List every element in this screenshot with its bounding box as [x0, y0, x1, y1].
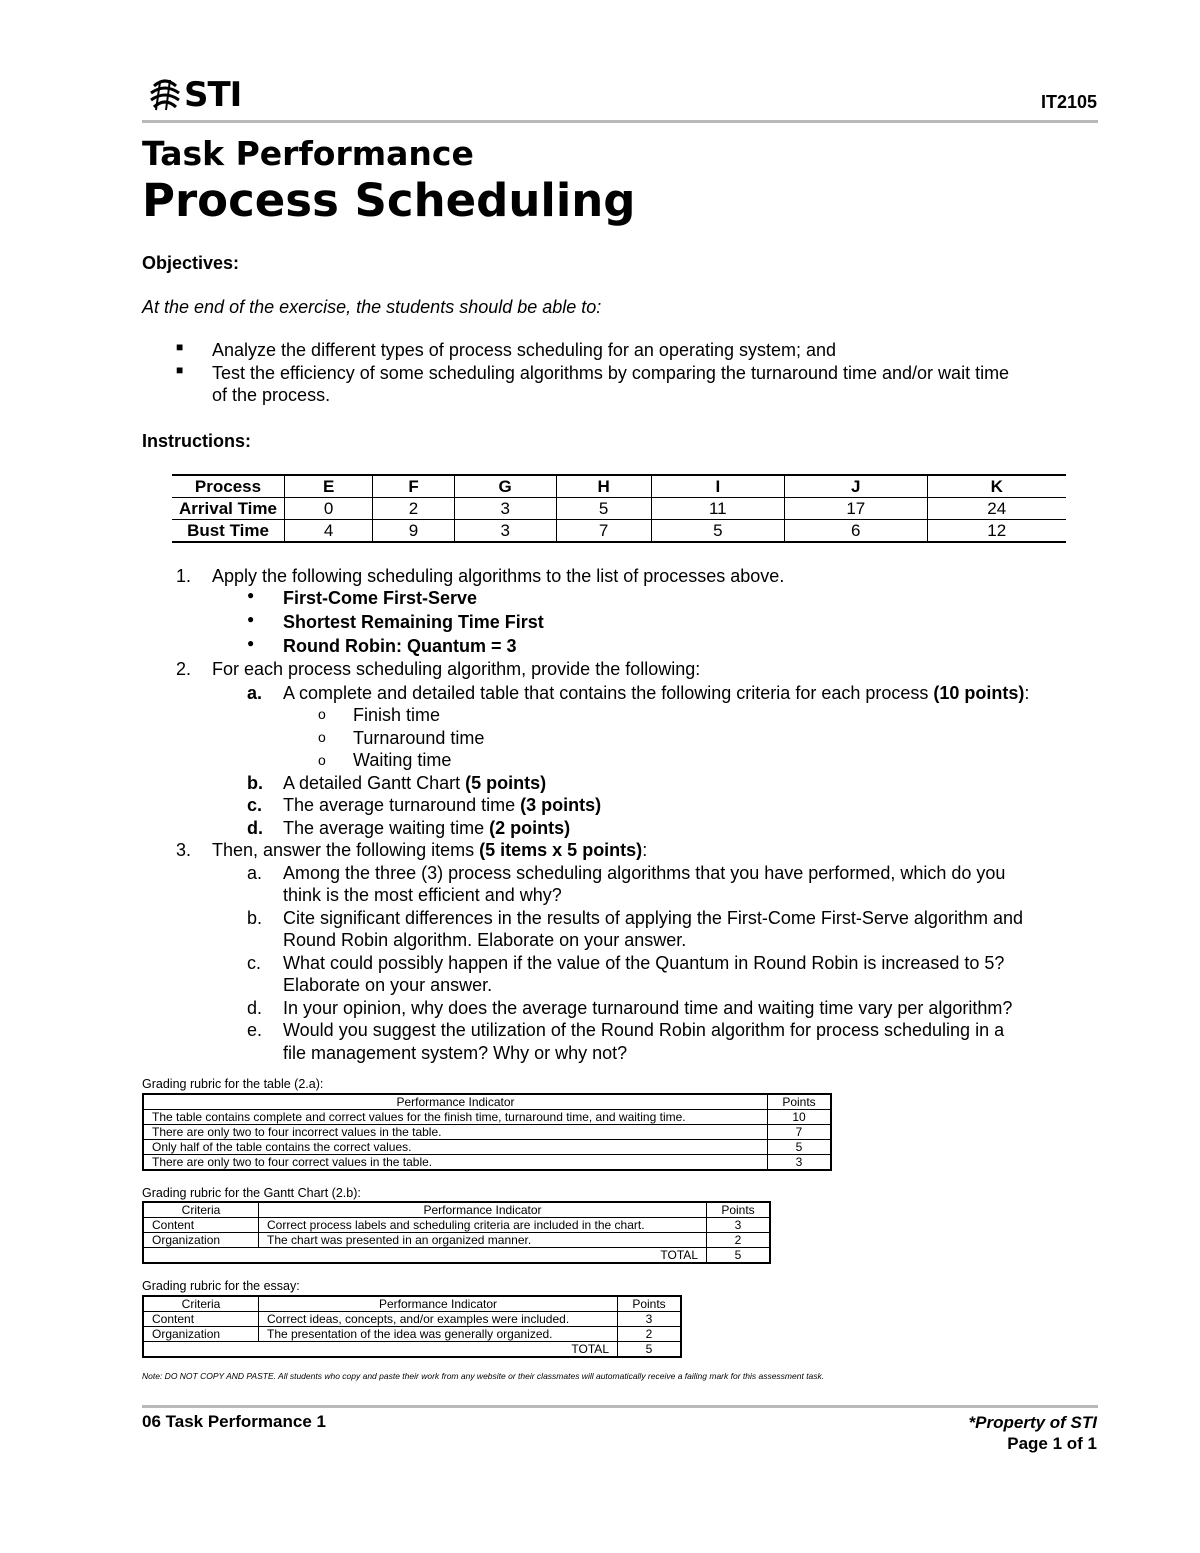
question-text: In your opinion, why does the average turnaround time and waiting time vary per algorithm?: [283, 998, 1013, 1018]
question-text: think is the most efficient and why?: [283, 885, 562, 905]
sub-label: a.: [247, 683, 263, 703]
table-row: [143, 1094, 831, 1110]
table-row: [143, 1248, 770, 1264]
instructions-heading: Instructions:: [142, 431, 252, 451]
table-row: [172, 475, 1066, 498]
table-cell: 4: [285, 520, 373, 543]
table-header: Performance Indicator: [259, 1202, 707, 1218]
rubric-caption: Grading rubric for the essay:: [142, 1279, 300, 1293]
table-header: Performance Indicator: [259, 1296, 618, 1312]
algorithm-item: Round Robin: Quantum = 3: [283, 636, 517, 656]
table-header: Criteria: [143, 1296, 259, 1312]
table-row: [143, 1233, 770, 1248]
table-cell: 5: [651, 520, 784, 543]
table-cell: Content: [143, 1218, 259, 1233]
table-header: Points: [768, 1094, 832, 1110]
total-value: 5: [707, 1248, 771, 1264]
bullet-icon: ●: [247, 588, 255, 602]
table-cell: I: [651, 475, 784, 498]
item-number: 1.: [176, 566, 192, 586]
table-row: [143, 1202, 770, 1218]
table-header: Points: [707, 1202, 771, 1218]
footer-rule: [142, 1405, 1098, 1408]
table-cell: 5: [768, 1140, 832, 1155]
table-cell: 24: [927, 498, 1066, 520]
table-cell: 0: [285, 498, 373, 520]
question-text: Elaborate on your answer.: [283, 975, 493, 995]
table-cell: 2: [618, 1327, 682, 1342]
table-cell: F: [373, 475, 454, 498]
table-cell: There are only two to four correct values in the table.: [143, 1155, 768, 1171]
table-cell: The table contains complete and correct values for the finish time, turnaround time, and waiting time.: [143, 1110, 768, 1125]
criteria-item: Waiting time: [353, 750, 452, 770]
table-cell: 9: [373, 520, 454, 543]
table-cell: J: [785, 475, 928, 498]
table-cell: 3: [618, 1312, 682, 1327]
objective-item: Test the efficiency of some scheduling algorithms by comparing the turnaround time and/or wait time: [212, 363, 1010, 383]
circle-bullet-icon: o: [318, 752, 326, 768]
footer-right: [969, 1412, 1097, 1454]
table-row: [172, 520, 1066, 543]
property-label: *Property of STI: [968, 1413, 1097, 1432]
table-header: Performance Indicator: [143, 1094, 768, 1110]
criteria-item: Turnaround time: [353, 728, 485, 748]
page-title-task: Task Performance: [142, 134, 474, 173]
objectives-heading: Objectives:: [142, 253, 240, 273]
sub-label: c.: [247, 795, 263, 815]
table-cell: 2: [707, 1233, 771, 1248]
table-cell: Correct process labels and scheduling criteria are included in the chart.: [259, 1218, 707, 1233]
total-label: TOTAL: [143, 1248, 707, 1264]
page-number: Page 1 of 1: [1007, 1434, 1097, 1453]
table-cell: 3: [454, 498, 556, 520]
table-cell: 2: [373, 498, 454, 520]
sub-item: A complete and detailed table that contains the following criteria for each process (10 points):: [283, 683, 1030, 703]
sub-label: d.: [247, 818, 263, 838]
table-cell: Content: [143, 1312, 259, 1327]
rubric-table-table: [142, 1093, 832, 1171]
sub-item: The average waiting time (2 points): [283, 818, 571, 838]
table-row: [143, 1296, 681, 1312]
bullet-icon: ●: [247, 612, 255, 626]
algorithm-item: First-Come First-Serve: [283, 588, 478, 608]
table-row: [172, 498, 1066, 520]
item-number: 3.: [176, 840, 192, 860]
objective-item-cont: of the process.: [212, 385, 331, 405]
instruction-item: For each process scheduling algorithm, provide the following:: [212, 659, 701, 679]
question-label: c.: [247, 953, 262, 973]
rubric-caption: Grading rubric for the table (2.a):: [142, 1077, 324, 1091]
footer-title: 06 Task Performance 1: [142, 1412, 326, 1431]
item-number: 2.: [176, 659, 192, 679]
table-cell: There are only two to four incorrect values in the table.: [143, 1125, 768, 1140]
table-cell: Only half of the table contains the correct values.: [143, 1140, 768, 1155]
table-cell: 6: [785, 520, 928, 543]
bullet-icon: ●: [247, 636, 255, 650]
table-cell: E: [285, 475, 373, 498]
table-cell: 3: [707, 1218, 771, 1233]
question-text: Cite significant differences in the results of applying the First-Come First-Serve algorithm and: [283, 908, 1023, 928]
question-label: d.: [247, 998, 263, 1018]
question-label: e.: [247, 1020, 263, 1040]
sti-logo: [150, 76, 241, 114]
course-code: IT2105: [1040, 92, 1097, 112]
objectives-intro: At the end of the exercise, the students should be able to:: [142, 297, 602, 317]
table-row: [143, 1327, 681, 1342]
table-cell: Arrival Time: [172, 498, 285, 520]
table-cell: K: [927, 475, 1066, 498]
rubric-gantt-table: [142, 1201, 771, 1264]
table-row: [143, 1312, 681, 1327]
table-cell: Organization: [143, 1233, 259, 1248]
table-cell: 3: [454, 520, 556, 543]
globe-icon: [150, 78, 180, 112]
instruction-item: Then, answer the following items (5 items x 5 points):: [212, 840, 648, 860]
circle-bullet-icon: o: [318, 706, 326, 722]
criteria-item: Finish time: [353, 705, 441, 725]
table-cell: 17: [785, 498, 928, 520]
table-cell: G: [454, 475, 556, 498]
table-cell: 5: [556, 498, 651, 520]
table-cell: 12: [927, 520, 1066, 543]
rubric-caption: Grading rubric for the Gantt Chart (2.b):: [142, 1186, 361, 1200]
question-text: What could possibly happen if the value of the Quantum in Round Robin is increased to 5?: [283, 953, 1005, 973]
table-header: Criteria: [143, 1202, 259, 1218]
table-cell: 11: [651, 498, 784, 520]
table-cell: H: [556, 475, 651, 498]
bullet-icon: ■: [176, 340, 184, 354]
table-row: [143, 1342, 681, 1358]
sub-item: A detailed Gantt Chart (5 points): [283, 773, 547, 793]
total-label: TOTAL: [143, 1342, 618, 1358]
question-label: b.: [247, 908, 263, 928]
table-row: [143, 1218, 770, 1233]
copy-paste-note: Note: DO NOT COPY AND PASTE. All students who copy and paste their work from any website or their classmates will automatically receive a failing mark for this assessment task.: [142, 1371, 825, 1381]
table-header: Points: [618, 1296, 682, 1312]
page-title-main: Process Scheduling: [142, 174, 636, 227]
process-table: [172, 474, 1066, 543]
table-row: [143, 1125, 831, 1140]
algorithm-item: Shortest Remaining Time First: [283, 612, 544, 632]
circle-bullet-icon: o: [318, 729, 326, 745]
sub-item: The average turnaround time (3 points): [283, 795, 602, 815]
table-cell: The presentation of the idea was generally organized.: [259, 1327, 618, 1342]
table-row: [143, 1140, 831, 1155]
question-text: file management system? Why or why not?: [283, 1043, 628, 1063]
instruction-item: Apply the following scheduling algorithms to the list of processes above.: [212, 566, 785, 586]
question-label: a.: [247, 863, 263, 883]
objective-item: Analyze the different types of process scheduling for an operating system; and: [212, 340, 837, 360]
table-cell: Process: [172, 475, 285, 498]
sub-label: b.: [247, 773, 263, 793]
table-cell: Correct ideas, concepts, and/or examples were included.: [259, 1312, 618, 1327]
table-row: [143, 1155, 831, 1171]
question-text: Among the three (3) process scheduling algorithms that you have performed, which do you: [283, 863, 1006, 883]
table-cell: 7: [768, 1125, 832, 1140]
table-row: [143, 1110, 831, 1125]
table-cell: Bust Time: [172, 520, 285, 543]
table-cell: Organization: [143, 1327, 259, 1342]
table-cell: 7: [556, 520, 651, 543]
question-text: Round Robin algorithm. Elaborate on your answer.: [283, 930, 687, 950]
table-cell: 3: [768, 1155, 832, 1171]
question-text: Would you suggest the utilization of the Round Robin algorithm for process scheduling in a: [283, 1020, 1005, 1040]
table-cell: 10: [768, 1110, 832, 1125]
table-cell: The chart was presented in an organized manner.: [259, 1233, 707, 1248]
header-rule: [142, 120, 1098, 123]
total-value: 5: [618, 1342, 682, 1358]
logo-text: STI: [184, 75, 242, 115]
rubric-essay-table: [142, 1295, 682, 1358]
bullet-icon: ■: [176, 363, 184, 377]
